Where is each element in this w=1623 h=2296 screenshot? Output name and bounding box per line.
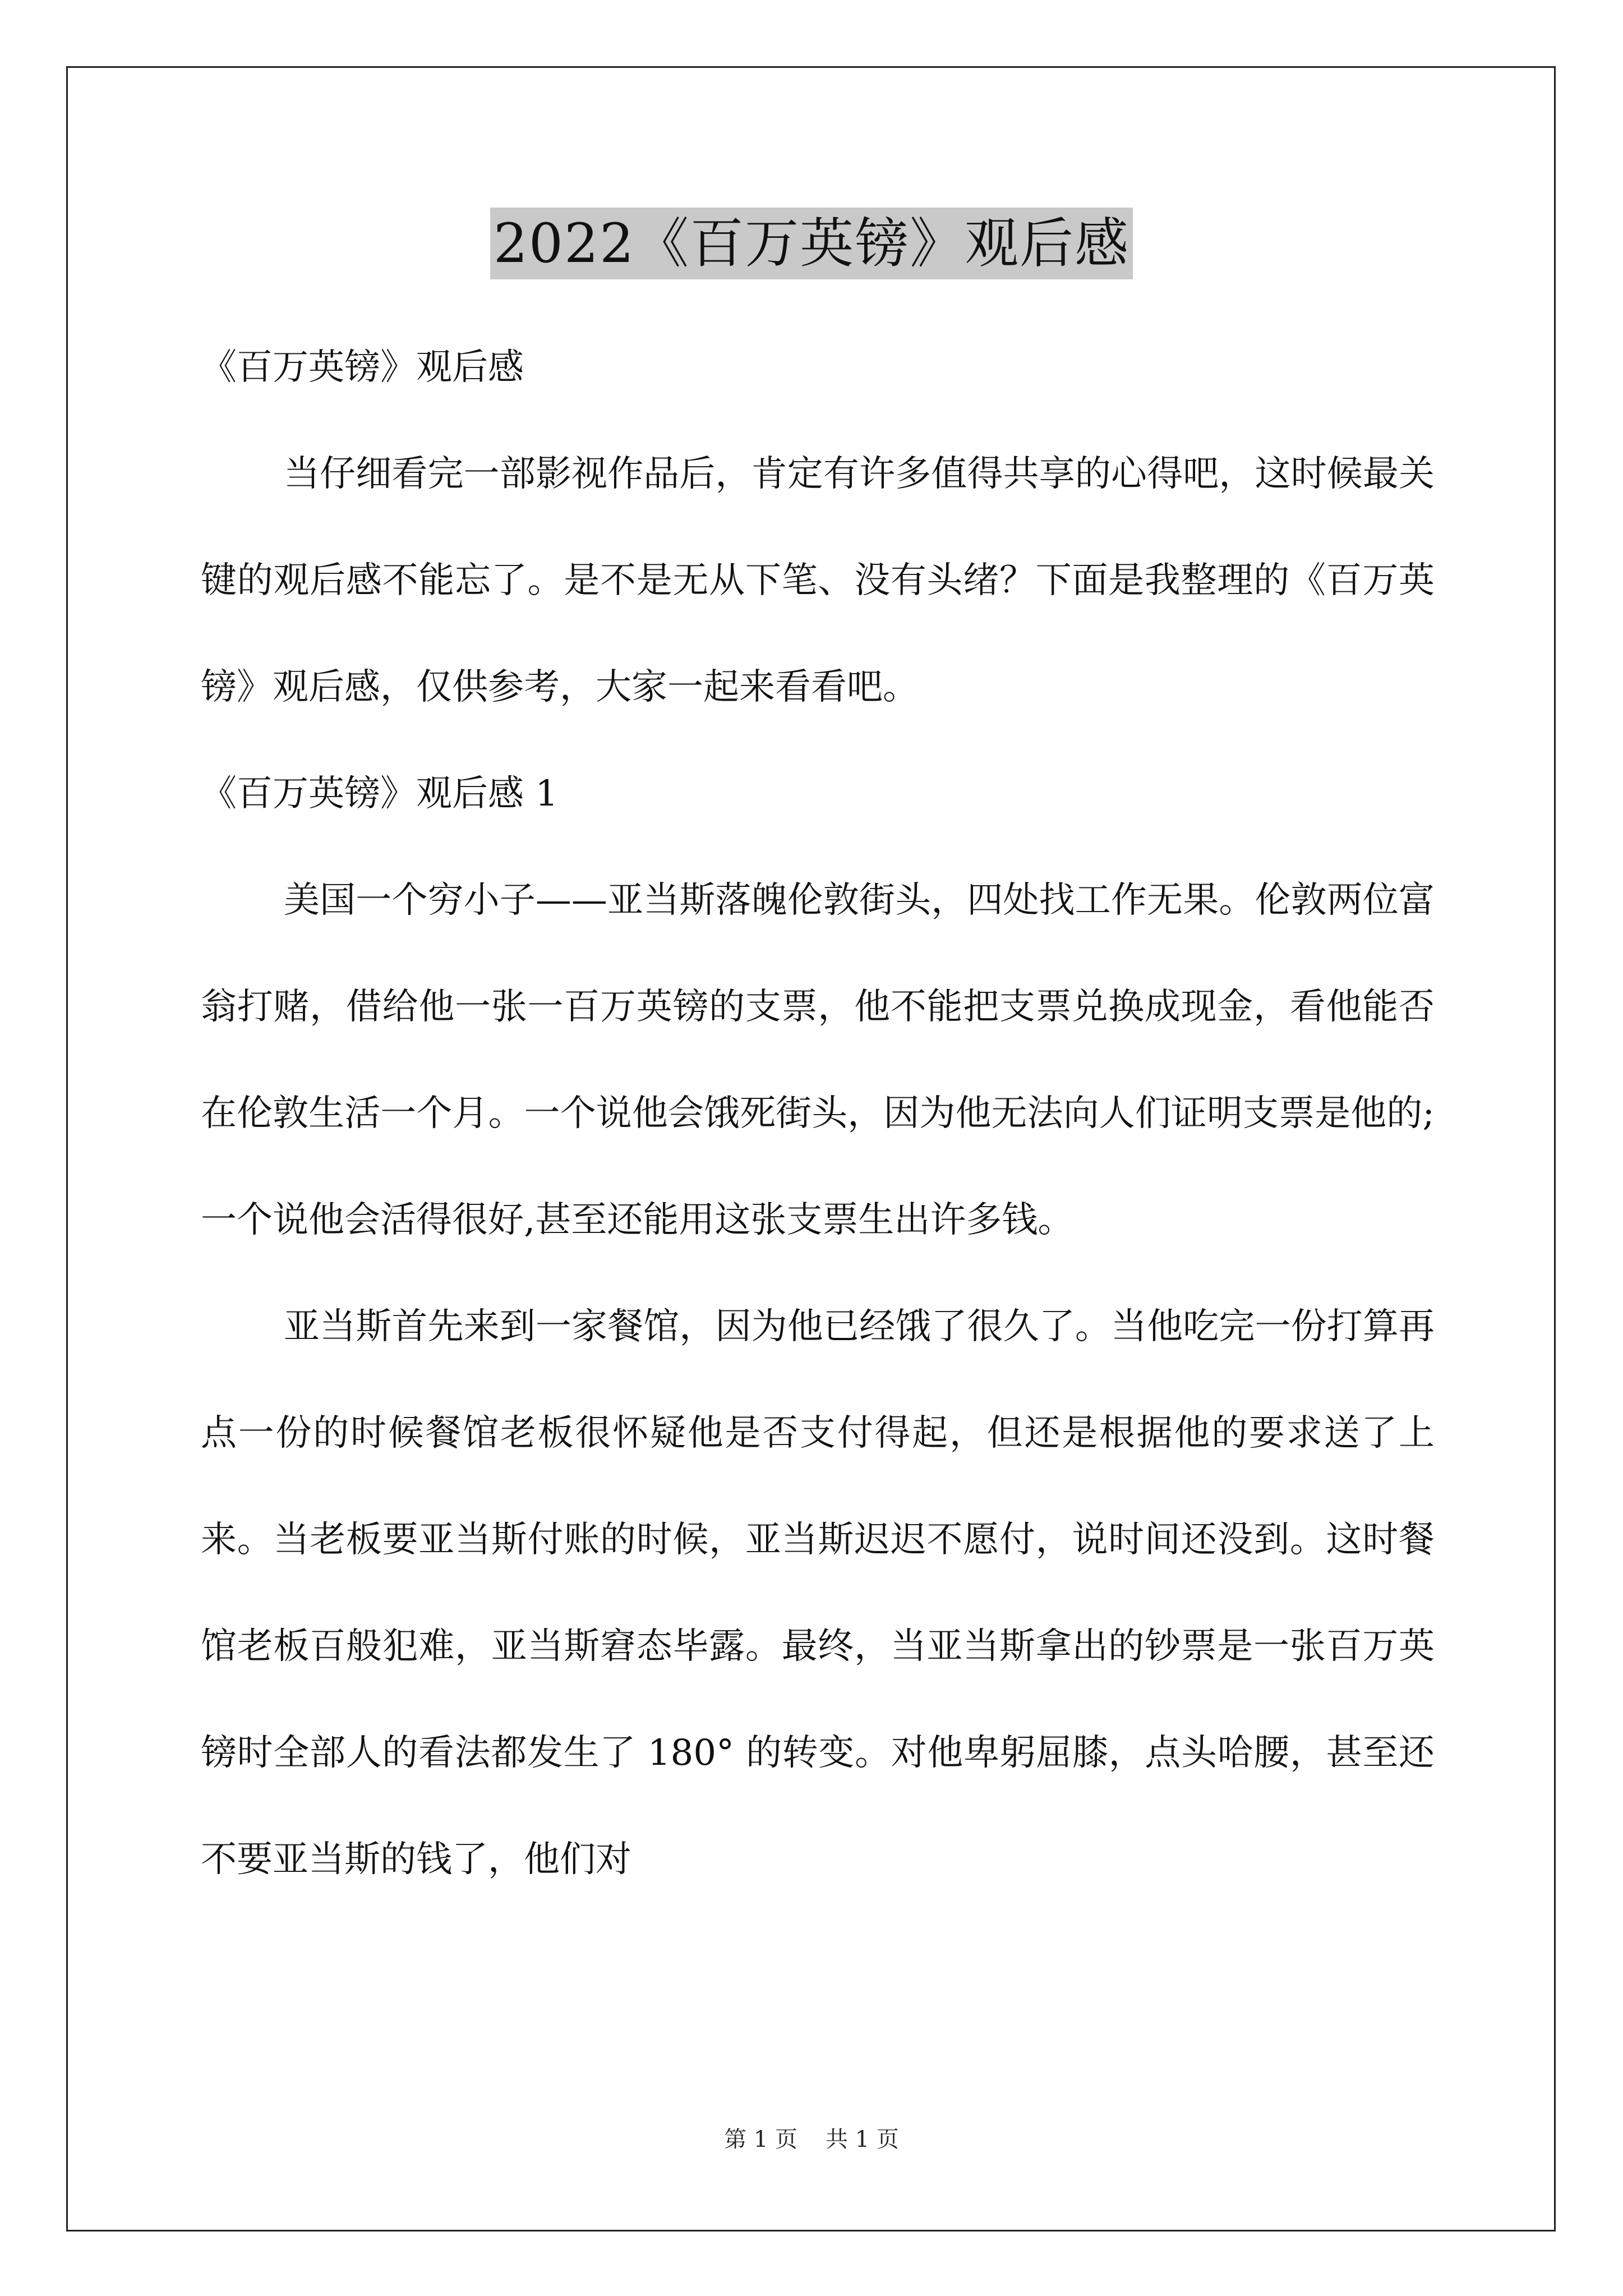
page-number: 第 1 页 [724, 2127, 797, 2152]
section-heading-1: 《百万英镑》观后感 1 [201, 773, 559, 815]
body-paragraph: 亚当斯首先来到一家餐馆，因为他已经饿了很久了。当他吃完一份打算再点一份的时候餐馆老板很怀疑他是否支付得起，但还是根据他的要求送了上来。当老板要亚当斯付账的时候，亚当斯迟迟不愿付，说时间还没到。这时餐馆老板百般犯难，亚当斯窘态毕露。最终，当亚当斯拿出的钞票是一张百万英镑时全部人的看法都发生了 180° 的转变。对他卑躬屈膝，点头哈腰，甚至还不要亚当斯的钱了，他们对 [201, 1306, 1435, 1880]
document-title: 2022《百万英镑》观后感 [490, 208, 1133, 279]
body-paragraph: 美国一个穷小子——亚当斯落魄伦敦街头，四处找工作无果。伦敦两位富翁打赌，借给他一张一百万英镑的支票，他不能把支票兑换成现金，看他能否在伦敦生活一个月。一个说他会饿死街头，因为他无法向人们证明支票是他的;一个说他会活得很好,甚至还能用这张支票生出许多钱。 [201, 880, 1435, 1241]
intro-paragraph: 当仔细看完一部影视作品后，肯定有许多值得共享的心得吧，这时候最关键的观后感不能忘了。是不是无从下笔、没有头绪？下面是我整理的《百万英镑》观后感，仅供参考，大家一起来看看吧。 [201, 453, 1435, 708]
page-total: 共 1 页 [826, 2127, 899, 2152]
page-footer [0, 2125, 1623, 2154]
document-body [201, 314, 1435, 1913]
title-container [0, 208, 1623, 279]
subtitle-heading: 《百万英镑》观后感 [201, 347, 524, 388]
